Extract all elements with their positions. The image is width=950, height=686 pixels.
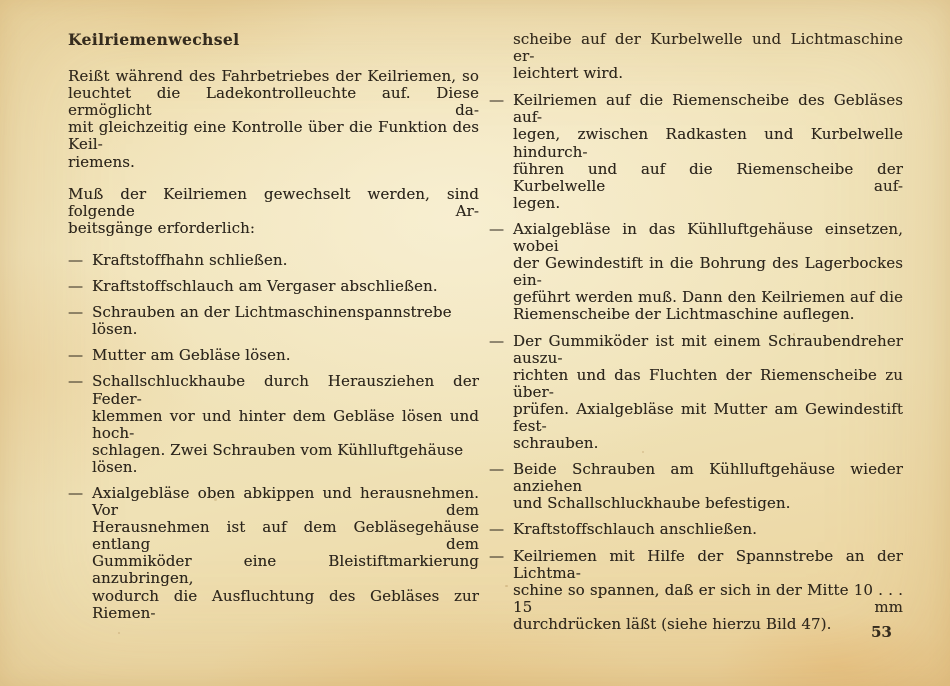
text-lines [92,485,479,622]
text-line: Kraftstoffschlauch am Vergaser abschließen. [92,277,438,296]
text-line: schrauben. [513,434,599,453]
text-line: der Gewindestift in die Bohrung des Lagerbockes ein- [513,254,903,290]
text-lines [68,68,479,171]
bullet-dash-icon: — [68,277,84,296]
left-column [68,31,479,631]
list-item [68,347,479,364]
paper-speck [505,585,508,587]
text-line: klemmen vor und hinter dem Gebläse lösen und hoch- [92,406,479,442]
bullet-dash-icon: — [68,303,84,322]
text-line: führen und auf die Riemenscheibe der Kurbelwelle auf- [513,159,903,195]
bullet-dash-icon: — [68,250,84,269]
text-line: Schrauben an der Lichtmaschinenspannstrebe lösen. [92,303,452,339]
text-line: Gummiköder eine Bleistiftmarkierung anzubringen, [92,552,479,588]
text-line: Riemenscheibe der Lichtmaschine auflegen. [513,305,855,324]
list-item [489,521,903,538]
text-line: schlagen. Zwei Schrauben vom Kühlluftgehäuse lösen. [92,440,464,476]
text-lines [513,548,903,633]
paragraph [68,68,479,171]
list-item [68,304,479,338]
text-line: Schallschluckhaube durch Herausziehen der Feder- [92,372,479,408]
bullet-dash-icon: — [68,483,84,502]
bullet-dash-icon: — [489,331,505,350]
paper-speck [118,632,120,634]
text-lines [513,461,903,512]
text-lines [92,252,479,269]
text-line: leichtert wird. [513,64,624,83]
paper-speck [642,451,644,453]
list-item [68,278,479,295]
list-item [68,485,479,622]
text-line: Herausnehmen ist auf dem Gebläsegehäuse entlang dem [92,518,479,554]
right-column-blocks [489,31,903,633]
list-item [489,333,903,453]
list-item [68,373,479,476]
text-line: beitsgänge erforderlich: [68,218,256,237]
text-line: mit gleichzeitig eine Kontrolle über die Funktion des Keil- [68,118,479,154]
text-line: Muß der Keilriemen gewechselt werden, sind folgende Ar- [68,184,479,220]
text-line: Beide Schrauben am Kühlluftgehäuse wieder anziehen [513,460,903,496]
page-number: 53 [871,623,892,641]
text-lines [92,347,479,364]
list-item [489,92,903,212]
text-line: schine so spannen, daß er sich in der Mitte 10 . . . 15 mm [513,580,903,616]
bullet-dash-icon: — [489,460,505,479]
bullet-dash-icon: — [489,546,505,565]
text-line: Kraftstoffschlauch anschließen. [513,520,758,539]
list-item [489,548,903,633]
text-line: geführt werden muß. Dann den Keilriemen auf die [513,288,903,307]
bullet-dash-icon: — [489,520,505,539]
text-line: durchdrücken läßt (siehe hierzu Bild 47). [513,614,832,633]
text-line: Mutter am Gebläse lösen. [92,346,291,365]
text-lines [513,31,903,82]
text-line: leuchtet die Ladekontrolleuchte auf. Diese ermöglicht da- [68,84,479,120]
text-line: Kraftstoffhahn schließen. [92,250,288,269]
text-lines [513,92,903,212]
list-item [489,221,903,324]
bullet-dash-icon: — [489,219,505,238]
paragraph [489,31,903,82]
paper-speck [793,333,795,336]
text-line: Keilriemen mit Hilfe der Spannstrebe an der Lichtma- [513,546,903,582]
text-line: Axialgebläse oben abkippen und herausnehmen. Vor dem [92,483,479,520]
text-line: Der Gummiköder ist mit einem Schraubendreher auszu- [513,331,903,367]
text-lines [92,278,479,295]
text-line: legen, zwischen Radkasten und Kurbelwelle hindurch- [513,125,903,161]
text-line: Axialgebläse in das Kühlluftgehäuse einsetzen, wobei [513,219,903,256]
list-item [489,461,903,512]
text-line: Keilriemen auf die Riemenscheibe des Gebläses auf- [513,91,903,127]
text-line: Reißt während des Fahrbetriebes der Keilriemen, so [68,67,479,86]
paragraph [68,186,479,237]
text-line: richten und das Fluchten der Riemenscheibe zu über- [513,365,903,401]
text-line: prüfen. Axialgebläse mit Mutter am Gewindestift fest- [513,399,903,435]
text-lines [513,521,903,538]
section-heading: Keilriemenwechsel [68,30,240,49]
text-line: scheibe auf der Kurbelwelle und Lichtmaschine er- [513,30,903,66]
bullet-dash-icon: — [489,91,505,110]
bullet-dash-icon: — [68,346,84,365]
text-lines [513,333,903,453]
bullet-dash-icon: — [68,372,84,391]
text-line: legen. [513,193,561,212]
text-line: und Schallschluckhaube befestigen. [513,494,791,513]
text-line: riemens. [68,152,135,171]
list-item [68,252,479,269]
right-column [489,31,903,642]
text-lines [92,373,479,476]
text-lines [513,221,903,324]
text-lines [92,304,479,338]
text-line: wodurch die Ausfluchtung des Gebläses zur Riemen- [92,586,479,622]
text-lines [68,186,479,237]
left-column-blocks [68,68,479,622]
paper-speck [214,498,217,501]
